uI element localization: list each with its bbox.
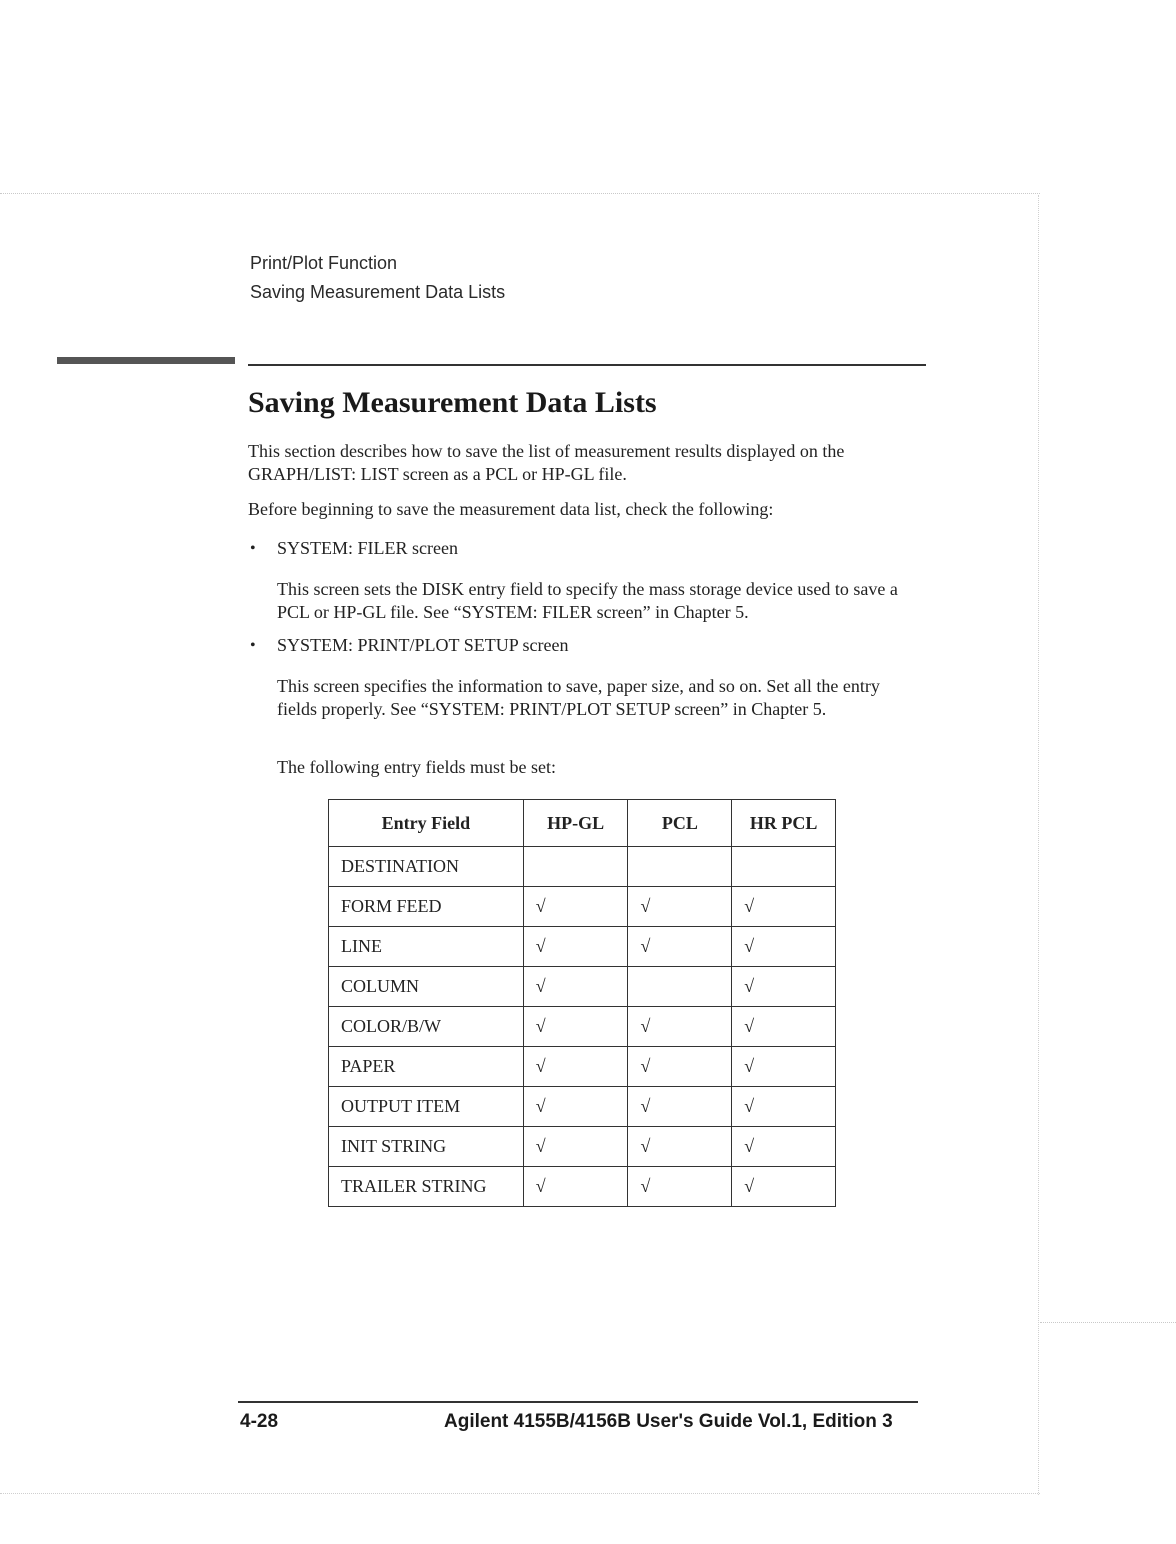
row-hpgl-mark: √ [523, 1127, 628, 1167]
bullet-heading-filer: SYSTEM: FILER screen [277, 538, 458, 558]
row-hr-pcl-mark: √ [732, 967, 836, 1007]
row-pcl-mark [628, 967, 732, 1007]
row-hpgl-mark: √ [523, 1167, 628, 1207]
row-field-name: DESTINATION [329, 847, 524, 887]
header-hr-pcl: HR PCL [732, 800, 836, 847]
chapter-thumb-tab [57, 357, 235, 364]
scan-edge-right [1038, 195, 1039, 1495]
row-pcl-mark: √ [628, 1127, 732, 1167]
running-head [250, 249, 505, 307]
row-field-name: COLOR/B/W [329, 1007, 524, 1047]
table-row [329, 927, 836, 967]
row-hr-pcl-mark: √ [732, 1047, 836, 1087]
before-paragraph: Before beginning to save the measurement data list, check the following: [248, 499, 774, 519]
header-rule [248, 364, 926, 366]
table-row [329, 847, 836, 887]
row-field-name: LINE [329, 927, 524, 967]
entry-fields-table [328, 799, 836, 1207]
row-pcl-mark [628, 847, 732, 887]
row-field-name: FORM FEED [329, 887, 524, 927]
row-hpgl-mark: √ [523, 1047, 628, 1087]
row-pcl-mark: √ [628, 1087, 732, 1127]
row-hpgl-mark: √ [523, 927, 628, 967]
scan-edge-top [0, 193, 1040, 194]
header-pcl: PCL [628, 800, 732, 847]
footer-rule [238, 1401, 918, 1403]
row-hr-pcl-mark: √ [732, 927, 836, 967]
row-pcl-mark: √ [628, 887, 732, 927]
following-paragraph: The following entry fields must be set: [277, 757, 556, 777]
table-row [329, 1167, 836, 1207]
intro-paragraph: This section describes how to save the list of measurement results displayed on the GRAPH/LIST: LIST screen as a PCL or HP-GL file. [248, 441, 845, 484]
row-hr-pcl-mark: √ [732, 1167, 836, 1207]
row-hr-pcl-mark: √ [732, 1087, 836, 1127]
bullet-heading-printplot: SYSTEM: PRINT/PLOT SETUP screen [277, 635, 569, 655]
table-row [329, 1047, 836, 1087]
table-row [329, 887, 836, 927]
row-field-name: TRAILER STRING [329, 1167, 524, 1207]
table-row [329, 1007, 836, 1047]
row-hpgl-mark: √ [523, 887, 628, 927]
row-hr-pcl-mark [732, 847, 836, 887]
table-header-row [329, 800, 836, 847]
table-row [329, 967, 836, 1007]
row-field-name: COLUMN [329, 967, 524, 1007]
row-hr-pcl-mark: √ [732, 1127, 836, 1167]
row-hpgl-mark: √ [523, 1087, 628, 1127]
row-hpgl-mark [523, 847, 628, 887]
section-title: Saving Measurement Data Lists [248, 386, 657, 419]
scan-edge-bottom [0, 1493, 1040, 1494]
bullet-mark-2: • [250, 637, 256, 654]
bullet-text-filer: This screen sets the DISK entry field to specify the mass storage device used to save a PCL or HP-GL file. See “SYSTEM: FILER screen” in Chapter 5. [277, 579, 898, 622]
row-pcl-mark: √ [628, 1167, 732, 1207]
header-entry-field: Entry Field [329, 800, 524, 847]
row-hpgl-mark: √ [523, 1007, 628, 1047]
header-hpgl: HP-GL [523, 800, 628, 847]
row-pcl-mark: √ [628, 1007, 732, 1047]
row-hr-pcl-mark: √ [732, 1007, 836, 1047]
row-pcl-mark: √ [628, 1047, 732, 1087]
row-field-name: PAPER [329, 1047, 524, 1087]
row-field-name: INIT STRING [329, 1127, 524, 1167]
running-head-section: Saving Measurement Data Lists [250, 282, 506, 302]
table-row [329, 1087, 836, 1127]
row-field-name: OUTPUT ITEM [329, 1087, 524, 1127]
running-head-chapter: Print/Plot Function [250, 253, 398, 273]
guide-title: Agilent 4155B/4156B User's Guide Vol.1, Edition 3 [444, 1411, 893, 1432]
scan-edge-side [1040, 1322, 1176, 1323]
row-pcl-mark: √ [628, 927, 732, 967]
page-number: 4-28 [240, 1411, 279, 1432]
row-hpgl-mark: √ [523, 967, 628, 1007]
row-hr-pcl-mark: √ [732, 887, 836, 927]
bullet-mark-1: • [250, 540, 256, 557]
table-row [329, 1127, 836, 1167]
bullet-text-printplot: This screen specifies the information to save, paper size, and so on. Set all the entry fields properly. See “SYSTEM: PRINT/PLOT SETUP screen” in Chapter 5. [277, 676, 880, 719]
